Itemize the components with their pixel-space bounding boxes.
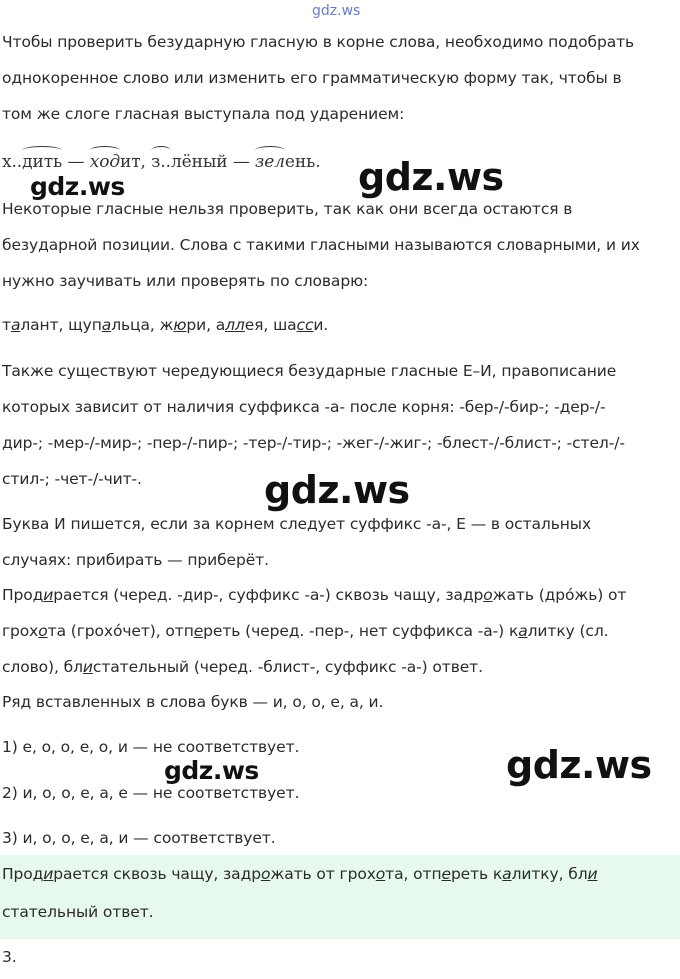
alternating-line: которых зависит от наличия суффикса -а- после корня: -бер-/-бир-; -дер-/- xyxy=(2,398,606,416)
option-3: 3) и, о, о, е, а, и — соответствует. xyxy=(2,829,276,847)
answer-number: 3. xyxy=(2,948,17,966)
alternating-line: дир-; -мер-/-мир-; -пер-/-пир-; -тер-/-тир-; -жег-/-жиг-; -блест-/-блист-; -стел-/- xyxy=(2,434,625,452)
vocab-line: безударной позиции. Слова с такими гласными называются словарными, и их xyxy=(2,236,640,254)
vocab-words: талант, щупальца, жюри, аллея, шасси. xyxy=(2,316,329,334)
option-2: 2) и, о, о, е, а, е — не соответствует. xyxy=(2,784,300,802)
watermark: gdz.ws xyxy=(164,756,259,785)
watermark: gdz.ws xyxy=(506,743,652,787)
site-header[interactable]: gdz.ws xyxy=(312,3,361,19)
intro-line: том же слоге гласная выступала под ударением: xyxy=(2,105,405,123)
alternating-line: стил-; -чет-/-чит-. xyxy=(2,470,142,488)
answer-sentence: Продирается сквозь чащу, задрожать от грохота, отпереть калитку, бли xyxy=(2,865,598,883)
rule-line: Буква И пишется, если за корнем следует суффикс -а-, Е — в остальных xyxy=(2,515,592,533)
watermark: gdz.ws xyxy=(264,468,410,512)
root-arc: з.. xyxy=(151,152,171,172)
example-words: х..дить — ходит, з..лёный — зелень. xyxy=(2,152,321,172)
answer-sentence-line2: стательный ответ. xyxy=(2,903,154,921)
vocab-line: нужно заучивать или проверять по словарю: xyxy=(2,272,369,290)
root-arc: ход xyxy=(89,152,120,172)
rule-line: случаях: прибирать — приберёт. xyxy=(2,551,269,569)
root-arc: зел xyxy=(255,152,285,172)
intro-line: однокоренное слово или изменить его грамматическую форму так, чтобы в xyxy=(2,69,622,87)
analysis-line: слово), блистательный (черед. -блист-, суффикс -а-) ответ. xyxy=(2,658,483,676)
analysis-line: Продирается (черед. -дир-, суффикс -а-) сквозь чащу, задрожать (дро́жь) от xyxy=(2,586,627,604)
vocab-line: Некоторые гласные нельзя проверить, так как они всегда остаются в xyxy=(2,200,573,218)
alternating-line: Также существуют чередующиеся безударные гласные Е–И, правописание xyxy=(2,362,617,380)
analysis-line: грохота (грохо́чет), отпереть (черед. -пер-, нет суффикса -а-) калитку (сл. xyxy=(2,622,609,640)
watermark: gdz.ws xyxy=(30,172,125,201)
option-1: 1) е, о, о, е, о, и — не соответствует. xyxy=(2,738,300,756)
intro-line: Чтобы проверить безударную гласную в корне слова, необходимо подобрать xyxy=(2,33,635,51)
row-letters: Ряд вставленных в слова букв — и, о, о, е, а, и. xyxy=(2,693,384,711)
root-arc: дить xyxy=(22,152,63,172)
watermark: gdz.ws xyxy=(358,155,504,199)
